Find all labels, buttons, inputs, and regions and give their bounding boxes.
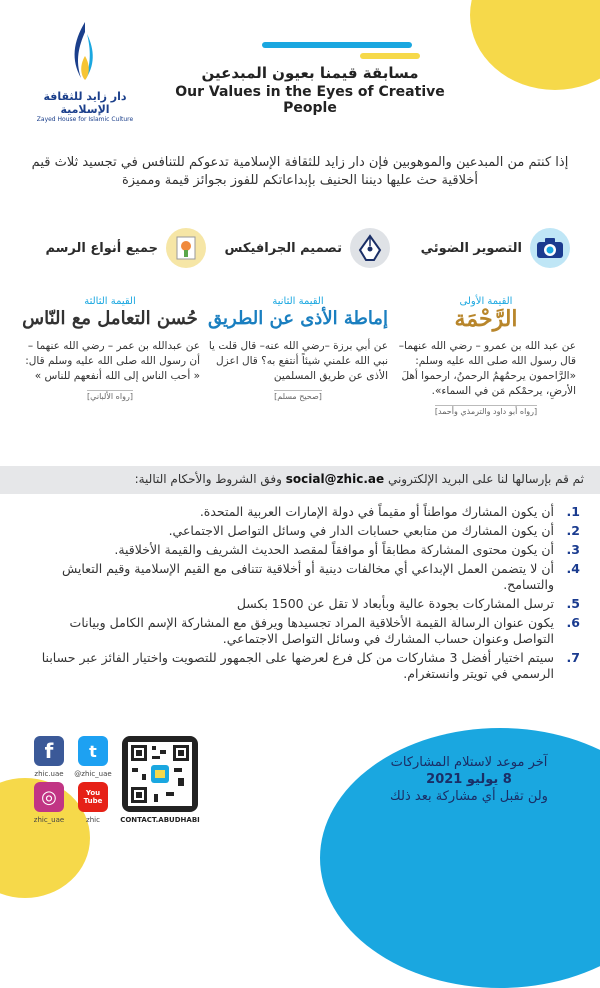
value-ordinal: القيمة الثانية bbox=[272, 296, 324, 307]
list-item bbox=[30, 561, 580, 593]
rule-number: 5. bbox=[566, 596, 580, 611]
category-drawing bbox=[45, 226, 206, 270]
rule-text: ترسل المشاركات بجودة عالية وبأبعاد لا تقل عن 1500 بكسل bbox=[236, 596, 554, 611]
logo-flame-icon bbox=[65, 20, 105, 90]
qr-code[interactable] bbox=[122, 736, 198, 812]
logo-english-name: Zayed House for Islamic Culture bbox=[36, 116, 134, 123]
rule-number: 6. bbox=[566, 615, 580, 630]
category-graphic-design bbox=[225, 226, 390, 270]
email-prefix: ثم قم بإرسالها لنا على البريد الإلكتروني bbox=[387, 472, 584, 486]
logo-arabic-name: دار زايد للثقافة الإسلامية bbox=[43, 90, 127, 116]
list-item bbox=[30, 596, 580, 612]
rule-text: أن يكون المشارك مواطناً أو مقيماً في دولة الإمارات العربية المتحدة. bbox=[199, 504, 554, 519]
list-item bbox=[30, 523, 580, 539]
value-ordinal: القيمة الأولى bbox=[459, 296, 513, 307]
decorative-bar-blue bbox=[262, 42, 412, 48]
category-label: جميع أنواع الرسم bbox=[45, 240, 158, 256]
value-source: [رواه أبو داود والترمذي وأحمد] bbox=[434, 407, 538, 416]
qr-pattern-icon bbox=[122, 736, 198, 812]
value-ordinal: القيمة الثالثة bbox=[84, 296, 136, 307]
twitter-icon[interactable]: t bbox=[78, 736, 108, 766]
value-hadith-text: عن عبد الله بن عمرو – رضي الله عنهما– قال رسول الله صلى الله عليه وسلم: «الرَّاحمون يرحمُهمُ الرحمنُ، ارحموا أهلَ الأرضِ، يرحمْكم مَن في السماء». bbox=[398, 340, 576, 397]
facebook-icon[interactable]: f bbox=[34, 736, 64, 766]
value-hadith-text: عن عبدالله بن عمر – رضي الله عنهما – أن رسول الله صلى الله عليه وسلم قال: « أحب الناس إلى الله أنفعهم للناس » bbox=[25, 340, 200, 382]
value-name: الرَّحْمَة bbox=[454, 306, 518, 332]
deadline-date: 8 يوليو 2021 bbox=[426, 772, 512, 787]
logo bbox=[30, 20, 140, 123]
instagram-icon[interactable]: ◎ bbox=[34, 782, 64, 812]
category-label: التصوير الضوئي bbox=[420, 240, 522, 256]
value-card-good-dealing bbox=[20, 296, 200, 403]
rule-number: 1. bbox=[566, 504, 580, 519]
rule-text: أن لا يتضمن العمل الإبداعي أي مخالفات دينية أو أخلاقية تتنافى مع القيم الإسلامية وقيم التعايش والتسامح. bbox=[61, 561, 554, 592]
value-hadith-text: عن أبي برزة –رضي الله عنه– قال قلت يا نبي الله علمني شيئاً أنتفع به؟ قال اعزل الأذى عن طريق المسلمين bbox=[208, 340, 388, 382]
rule-text: سيتم اختيار أفضل 3 مشاركات من كل فرع لعرضها على الجمهور للتصويت واختيار الفائز عبر حسابنا الرسمي في تويتر وانستغرام. bbox=[41, 650, 554, 681]
rule-text: يكون عنوان الرسالة القيمة الأخلاقية المراد تجسيدها ويرفق مع المشاركة الإسم الكامل وبيانات التواصل وعنوان حساب المشارك في وسائل التواصل الاجتماعي. bbox=[69, 615, 554, 646]
value-name: إماطة الأذى عن الطريق bbox=[208, 308, 388, 329]
email-suffix: وفق الشروط والأحكام التالية: bbox=[134, 472, 282, 486]
decorative-bar-yellow bbox=[360, 53, 420, 59]
value-card-remove-harm bbox=[208, 296, 388, 403]
list-item bbox=[30, 650, 580, 682]
email-instruction bbox=[135, 472, 584, 486]
rule-number: 2. bbox=[566, 523, 580, 538]
youtube-handle: zhic bbox=[86, 816, 100, 824]
instagram-handle: zhic_uae bbox=[33, 816, 65, 824]
social-links bbox=[30, 736, 110, 824]
camera-icon bbox=[530, 228, 570, 268]
value-name: حُسن التعامل مع النّاس bbox=[22, 308, 198, 329]
email-link[interactable]: social@zhic.ae bbox=[285, 472, 385, 486]
rule-text: أن يكون المشارك من متابعي حسابات الدار في وسائل التواصل الاجتماعي. bbox=[168, 523, 554, 538]
rule-number: 4. bbox=[566, 561, 580, 576]
value-source: [رواه الألباني] bbox=[87, 392, 133, 401]
deadline-line2: ولن تقبل أي مشاركة بعد ذلك bbox=[390, 789, 548, 804]
deadline-notice bbox=[364, 754, 574, 805]
value-card-mercy bbox=[396, 296, 576, 418]
category-label: تصميم الجرافيكس bbox=[224, 240, 342, 256]
pen-tool-icon bbox=[350, 228, 390, 268]
deadline-line1: آخر موعد لاستلام المشاركات bbox=[390, 755, 548, 770]
twitter-handle: @zhic_uae bbox=[74, 770, 112, 778]
page-title-arabic: مسابقة قيمنا بعيون المبدعين bbox=[201, 64, 419, 82]
rules-list bbox=[30, 504, 580, 685]
drawing-icon bbox=[166, 228, 206, 268]
facebook-handle: zhic.uae bbox=[34, 770, 64, 778]
intro-text: إذا كنتم من المبدعين والموهوبين فإن دار زايد للثقافة الإسلامية تدعوكم للتنافس في تجسيد ثلاث قيم أخلاقية حث عليها ديننا الحنيف بإبداعاتكم للفوز بجوائز قيمة ومميزة bbox=[31, 155, 569, 188]
rule-number: 3. bbox=[566, 542, 580, 557]
qr-caption: CONTACT.ABUDHABI bbox=[120, 816, 200, 824]
category-photography bbox=[421, 226, 570, 270]
youtube-icon[interactable]: You Tube bbox=[78, 782, 108, 812]
rule-text: أن يكون محتوى المشاركة مطابقاً أو موافقاً لمقصد الحديث الشريف والقيمة الأخلاقية. bbox=[114, 542, 554, 557]
decorative-circle-top bbox=[470, 0, 600, 90]
list-item bbox=[30, 504, 580, 520]
list-item bbox=[30, 615, 580, 647]
rule-number: 7. bbox=[566, 650, 580, 665]
list-item bbox=[30, 542, 580, 558]
page-title-english: Our Values in the Eyes of Creative People bbox=[175, 84, 445, 116]
value-source: [صحيح مسلم] bbox=[274, 392, 322, 401]
